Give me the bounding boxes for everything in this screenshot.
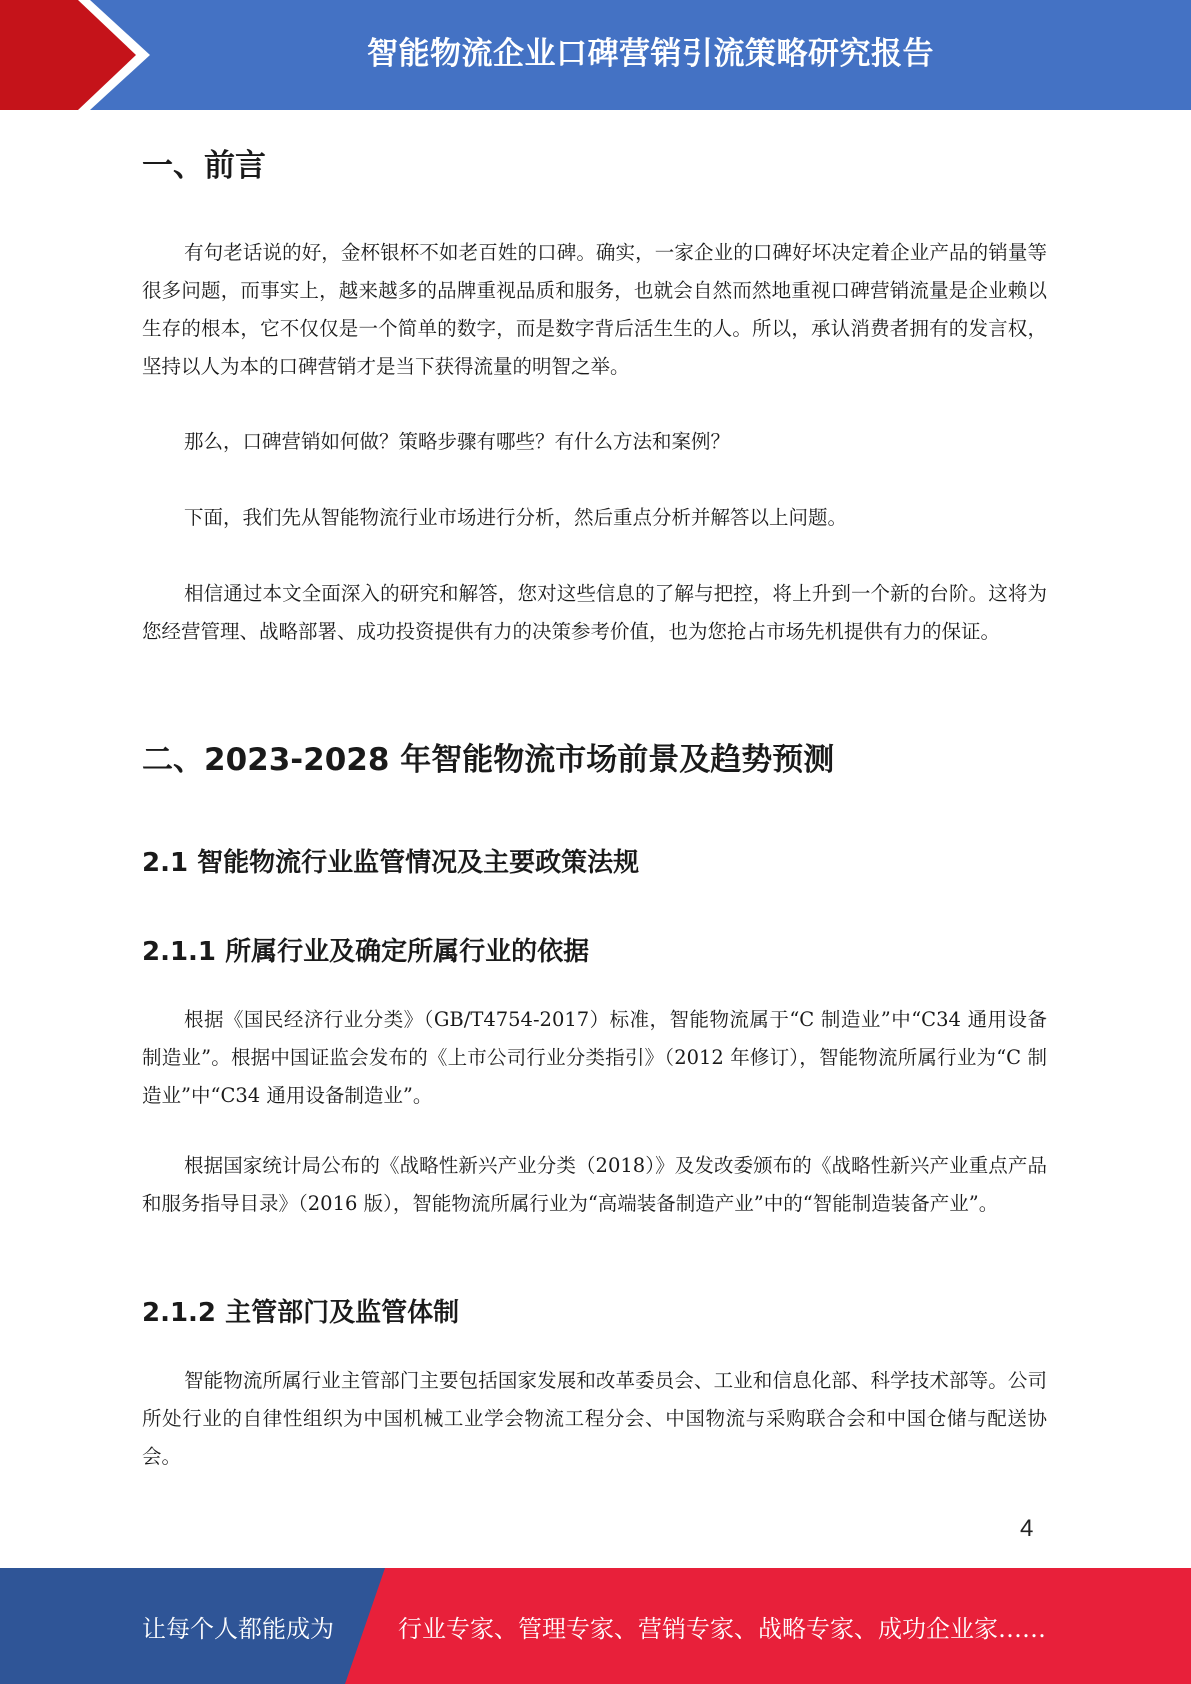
page-header (0, 0, 1191, 110)
page-footer (0, 1568, 1191, 1684)
footer-slogan-right: 行业专家、管理专家、营销专家、战略专家、成功企业家…… (398, 1614, 1046, 1643)
paragraph: 根据《国民经济行业分类》（GB/T4754-2017）标准，智能物流属于“C 制造业”中“C34 通用设备制造业”。根据中国证监会发布的《上市公司行业分类指引》（2012 年修订），智能物流所属行业为“C 制造业”中“C34 通用设备制造业”。 (142, 1008, 1047, 1107)
footer-slogan-left: 让每个人都能成为 (142, 1614, 334, 1643)
paragraph: 智能物流所属行业主管部门主要包括国家发展和改革委员会、工业和信息化部、科学技术部等。公司所处行业的自律性组织为中国机械工业学会物流工程分会、中国物流与采购联合会和中国仓储与配送协会。 (142, 1369, 1047, 1468)
paragraph: 下面，我们先从智能物流行业市场进行分析，然后重点分析并解答以上问题。 (184, 506, 848, 529)
page-number: 4 (1020, 1515, 1034, 1542)
section-heading-market: 二、2023-2028 年智能物流市场前景及趋势预测 (142, 742, 835, 778)
paragraph: 相信通过本文全面深入的研究和解答，您对这些信息的了解与把控，将上升到一个新的台阶。这将为您经营管理、战略部署、成功投资提供有力的决策参考价值，也为您抢占市场先机提供有力的保证。 (142, 582, 1047, 643)
paragraph: 那么，口碑营销如何做？策略步骤有哪些？有什么方法和案例？ (184, 430, 731, 453)
subsection-heading: 2.1.2 主管部门及监管体制 (142, 1298, 460, 1328)
subsection-heading: 2.1.1 所属行业及确定所属行业的依据 (142, 937, 590, 967)
paragraph: 有句老话说的好，金杯银杯不如老百姓的口碑。确实，一家企业的口碑好坏决定着企业产品的销量等很多问题，而事实上，越来越多的品牌重视品质和服务，也就会自然而然地重视口碑营销流量是企业赖以生存的根本，它不仅仅是一个简单的数字，而是数字背后活生生的人。所以，承认消费者拥有的发言权，坚持以人为本的口碑营销才是当下获得流量的明智之举。 (142, 241, 1047, 378)
section-heading-preface: 一、前言 (142, 148, 266, 184)
paragraph: 根据国家统计局公布的《战略性新兴产业分类（2018）》及发改委颁布的《战略性新兴产业重点产品和服务指导目录》（2016 版），智能物流所属行业为“高端装备制造产业”中的“智能制造装备产业”。 (142, 1154, 1047, 1215)
subsection-heading: 2.1 智能物流行业监管情况及主要政策法规 (142, 848, 640, 878)
report-title: 智能物流企业口碑营销引流策略研究报告 (367, 35, 934, 72)
